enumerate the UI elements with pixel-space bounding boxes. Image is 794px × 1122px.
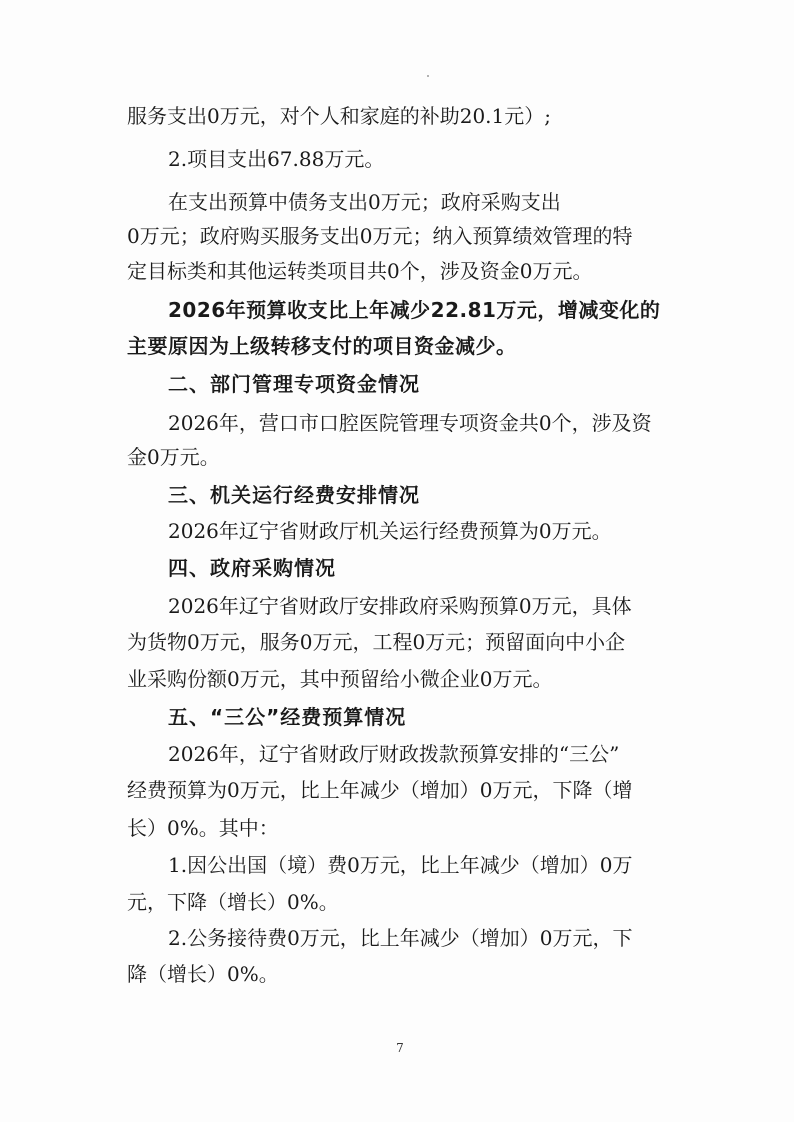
- paragraph-line: 在支出预算中债务支出0万元；政府采购支出: [168, 190, 561, 214]
- paragraph-line: 服务支出0万元，对个人和家庭的补助20.1元）;: [127, 104, 551, 128]
- section-heading: 二、部门管理专项资金情况: [168, 372, 420, 396]
- paragraph-line: 2026年，营口市口腔医院管理专项资金共0个，涉及资: [168, 411, 652, 435]
- section-heading: 四、政府采购情况: [168, 556, 336, 580]
- paragraph-line: 为货物0万元，服务0万元，工程0万元；预留面向中小企: [127, 630, 626, 654]
- page-number: 7: [396, 1041, 404, 1055]
- paragraph-line: 经费预算为0万元，比上年减少（增加）0万元，下降（增: [127, 778, 633, 802]
- paragraph-line: 元，下降（增长）0%。: [127, 890, 339, 914]
- paragraph-line: 0万元；政府购买服务支出0万元；纳入预算绩效管理的特: [127, 224, 633, 248]
- summary-line: 2026年预算收支比上年减少22.81万元，增减变化的: [168, 298, 661, 322]
- paragraph-line: 2026年辽宁省财政厅机关运行经费预算为0万元。: [168, 519, 612, 543]
- paragraph-line: 降（增长）0%。: [127, 962, 279, 986]
- paragraph-line: 金0万元。: [127, 445, 220, 469]
- paragraph-line: 2026年，辽宁省财政厅财政拨款预算安排的“三公”: [168, 742, 620, 766]
- paragraph-line: 2.项目支出67.88万元。: [168, 147, 385, 171]
- paragraph-line: 1.因公出国（境）费0万元，比上年减少（增加）0万: [168, 853, 633, 877]
- paragraph-line: 长）0%。其中：: [127, 816, 279, 840]
- paragraph-line: 2.公务接待费0万元，比上年减少（增加）0万元，下: [168, 926, 633, 950]
- section-heading: 三、机关运行经费安排情况: [168, 483, 420, 507]
- paragraph-line: 业采购份额0万元，其中预留给小微企业0万元。: [127, 667, 553, 691]
- scan-mark: [427, 75, 429, 77]
- summary-line: 主要原因为上级转移支付的项目资金减少。: [127, 334, 517, 358]
- paragraph-line: 2026年辽宁省财政厅安排政府采购预算0万元，具体: [168, 594, 632, 618]
- section-heading: 五、“三公”经费预算情况: [168, 705, 407, 729]
- paragraph-line: 定目标类和其他运转类项目共0个，涉及资金0万元。: [127, 259, 593, 283]
